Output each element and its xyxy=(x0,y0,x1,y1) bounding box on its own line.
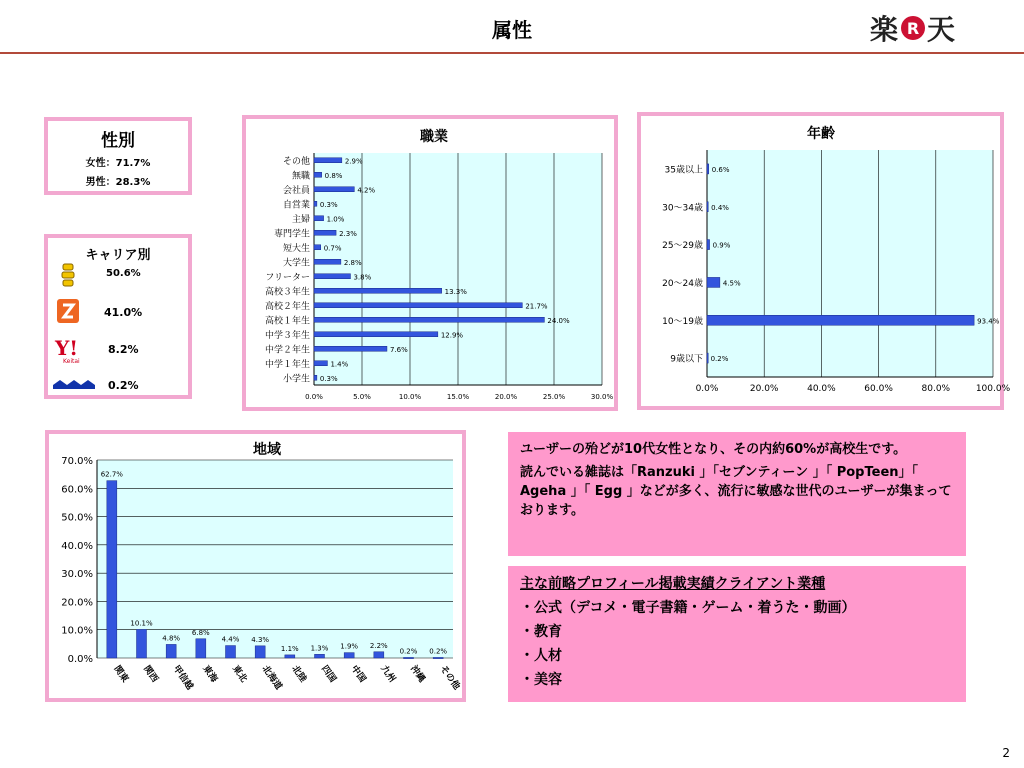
data-label: 1.9% xyxy=(340,642,359,651)
category-label: 自営業 xyxy=(282,200,310,211)
x-tick-label: 30.0% xyxy=(590,393,614,401)
x-tick-label: 15.0% xyxy=(446,393,470,401)
category-label: 25〜29歳 xyxy=(662,241,703,252)
chart-title: 年齢 xyxy=(807,126,835,142)
category-label: 10〜19歳 xyxy=(662,316,703,327)
gender-male: 男性：28.3% xyxy=(85,177,151,188)
carrier-value-willcom: 0.2% xyxy=(108,379,139,392)
yahoo-keitai-icon xyxy=(54,337,86,365)
rakuten-logo xyxy=(868,10,958,46)
carrier-value-docomo: 50.6% xyxy=(106,268,141,279)
bar xyxy=(707,164,709,174)
bar xyxy=(314,317,544,322)
category-label: 中学２年生 xyxy=(264,345,310,356)
data-label: 0.6% xyxy=(711,165,730,174)
chart-title: 地域 xyxy=(253,442,281,458)
data-label: 1.3% xyxy=(310,644,329,653)
clients-note xyxy=(508,566,966,702)
rakuten-logo-icon xyxy=(868,10,958,46)
category-label: 無職 xyxy=(291,171,310,182)
data-label: 0.2% xyxy=(710,355,729,364)
category-label: 沖縄 xyxy=(408,663,427,685)
clients-item-education: ・教育 xyxy=(520,624,562,640)
data-label: 1.0% xyxy=(326,215,345,224)
category-label: 北海道 xyxy=(259,663,284,692)
logo-char-left: 楽 xyxy=(870,13,899,46)
age-chart xyxy=(641,116,1011,406)
x-tick-label: 40.0% xyxy=(807,384,836,394)
bar xyxy=(255,646,265,658)
bar xyxy=(433,657,443,658)
bar xyxy=(314,172,322,177)
data-label: 4.8% xyxy=(162,634,181,643)
data-label: 0.8% xyxy=(324,171,343,180)
category-label: 短大生 xyxy=(282,243,310,254)
data-label: 21.7% xyxy=(525,302,548,311)
category-label: 東海 xyxy=(200,663,219,685)
bar xyxy=(707,315,974,325)
gender-title: 性別 xyxy=(101,131,135,151)
data-label: 0.2% xyxy=(429,647,448,656)
bar xyxy=(314,288,442,293)
y-tick-label: 50.0% xyxy=(61,512,93,524)
bar xyxy=(166,644,176,658)
bar xyxy=(314,216,324,221)
data-label: 2.3% xyxy=(339,229,357,238)
category-label: 東北 xyxy=(230,663,249,685)
category-label: 20〜24歳 xyxy=(662,278,703,289)
category-label: 9歳以下 xyxy=(670,354,703,365)
plot-area xyxy=(707,150,993,377)
x-tick-label: 25.0% xyxy=(542,393,566,401)
x-tick-label: 5.0% xyxy=(353,393,371,401)
plot-area xyxy=(97,460,453,658)
bar xyxy=(314,274,350,279)
age-panel xyxy=(637,112,1011,410)
bar xyxy=(707,277,720,287)
clients-item-official: ・公式（デコメ・電子書籍・ゲーム・着うた・動画） xyxy=(520,600,856,616)
data-label: 1.1% xyxy=(280,644,299,653)
gender-panel xyxy=(44,117,192,195)
carrier-panel xyxy=(44,234,192,399)
category-label: 甲信越 xyxy=(170,663,195,692)
data-label: 93.4% xyxy=(977,317,1000,326)
data-label: 4.4% xyxy=(221,635,240,644)
category-label: 高校３年生 xyxy=(264,287,310,298)
bar xyxy=(707,353,708,363)
docomo-icon xyxy=(58,262,78,288)
category-label: 会社員 xyxy=(282,185,310,196)
occupation-panel xyxy=(242,115,618,411)
x-tick-label: 0.0% xyxy=(305,393,323,401)
bar xyxy=(707,202,708,212)
data-label: 0.3% xyxy=(319,374,338,383)
category-label: 高校２年生 xyxy=(264,301,310,312)
y-tick-label: 30.0% xyxy=(61,569,93,581)
bar xyxy=(285,655,295,658)
category-label: 30〜34歳 xyxy=(662,203,703,214)
x-tick-label: 80.0% xyxy=(921,384,951,394)
category-label: フリーター xyxy=(265,272,310,283)
clients-title: 主な前略プロフィール掲載実績クライアント業種 xyxy=(520,576,826,592)
carrier-title: キャリア別 xyxy=(85,248,151,263)
y-tick-label: 70.0% xyxy=(61,456,93,467)
data-label: 10.1% xyxy=(130,619,153,628)
logo-char-right: 天 xyxy=(927,13,956,46)
summary-line-1: ユーザーの殆どが10代女性となり、その内約60%が高校生です。 xyxy=(520,442,907,457)
x-tick-label: 20.0% xyxy=(494,393,518,401)
x-tick-label: 100.0% xyxy=(975,384,1011,394)
bar xyxy=(314,245,321,250)
category-label: 大学生 xyxy=(282,258,310,269)
category-label: その他 xyxy=(282,156,310,167)
category-label: 35歳以上 xyxy=(664,165,703,176)
data-label: 12.9% xyxy=(440,331,464,340)
region-panel xyxy=(45,430,466,702)
bar xyxy=(314,259,341,264)
data-label: 2.9% xyxy=(344,157,363,166)
bar xyxy=(344,653,354,658)
y-tick-label: 60.0% xyxy=(61,484,93,496)
category-label: その他 xyxy=(437,663,462,692)
bar xyxy=(196,639,206,658)
clients-item-hr: ・人材 xyxy=(520,648,562,664)
carrier-value-yahoo: 8.2% xyxy=(108,343,139,356)
data-label: 0.2% xyxy=(399,647,418,656)
bar xyxy=(314,158,342,163)
x-tick-label: 60.0% xyxy=(864,384,893,394)
category-label: 中学１年生 xyxy=(264,359,310,370)
header-rule xyxy=(0,52,1024,54)
svg-text:Keitai: Keitai xyxy=(63,358,80,365)
summary-note xyxy=(508,432,966,556)
y-tick-label: 20.0% xyxy=(61,597,93,609)
gender-female: 女性：71.7% xyxy=(85,158,151,169)
bar xyxy=(707,240,710,250)
bar xyxy=(314,187,354,192)
data-label: 0.3% xyxy=(319,200,338,209)
category-label: 高校１年生 xyxy=(264,316,310,327)
bar xyxy=(314,332,438,337)
data-label: 2.8% xyxy=(343,258,362,267)
data-label: 1.4% xyxy=(330,360,349,369)
category-label: 九州 xyxy=(378,663,397,685)
willcom-icon xyxy=(52,377,96,391)
bar xyxy=(314,303,522,308)
logo-mark: R xyxy=(906,19,920,38)
data-label: 0.7% xyxy=(323,244,342,253)
bar xyxy=(137,629,147,658)
category-label: 専門学生 xyxy=(273,229,310,240)
data-label: 7.6% xyxy=(389,345,408,354)
occupation-chart xyxy=(246,119,614,407)
data-label: 13.3% xyxy=(444,287,467,296)
data-label: 24.0% xyxy=(547,316,570,325)
bar xyxy=(404,657,414,658)
data-label: 2.2% xyxy=(369,641,388,650)
data-label: 4.5% xyxy=(722,279,741,288)
data-label: 62.7% xyxy=(100,470,123,479)
au-ezweb-icon xyxy=(56,298,80,324)
category-label: 中学３年生 xyxy=(264,330,310,341)
data-label: 4.3% xyxy=(251,635,270,644)
y-tick-label: 40.0% xyxy=(61,540,93,552)
region-chart xyxy=(49,434,462,698)
x-tick-label: 20.0% xyxy=(749,384,779,394)
category-label: 関東 xyxy=(111,663,130,685)
bar xyxy=(314,201,317,206)
bar xyxy=(315,654,325,658)
svg-text:Y!: Y! xyxy=(55,337,79,360)
bar xyxy=(226,646,236,658)
carrier-value-au: 41.0% xyxy=(104,306,143,319)
page-title: 属性 xyxy=(492,18,532,42)
category-label: 中国 xyxy=(348,663,368,685)
clients-item-beauty: ・美容 xyxy=(520,672,562,688)
summary-line-2: 読んでいる雑誌は「Ranzuki 」「セブンティーン 」「 PopTeen」「 Ageha 」「 Egg 」などが多く、流行に敏感な世代のユーザーが集まっております。 xyxy=(520,465,952,518)
y-tick-label: 0.0% xyxy=(67,654,93,665)
category-label: 小学生 xyxy=(282,374,310,385)
data-label: 3.8% xyxy=(353,273,372,282)
category-label: 主婦 xyxy=(291,214,310,225)
page-number: 2 xyxy=(1002,746,1010,760)
category-label: 北陸 xyxy=(289,663,308,685)
y-tick-label: 10.0% xyxy=(61,625,93,637)
data-label: 0.4% xyxy=(711,203,729,212)
data-label: 0.9% xyxy=(712,241,731,250)
x-tick-label: 10.0% xyxy=(398,393,422,401)
bar xyxy=(314,375,317,380)
category-label: 関西 xyxy=(141,663,160,685)
bar xyxy=(374,652,384,658)
data-label: 6.8% xyxy=(191,628,210,637)
bar xyxy=(314,346,387,351)
category-label: 四国 xyxy=(319,663,338,685)
bar xyxy=(107,481,117,658)
bar xyxy=(314,361,327,366)
bar xyxy=(314,230,336,235)
chart-title: 職業 xyxy=(420,129,448,145)
x-tick-label: 0.0% xyxy=(695,384,719,394)
data-label: 4.2% xyxy=(357,186,376,195)
